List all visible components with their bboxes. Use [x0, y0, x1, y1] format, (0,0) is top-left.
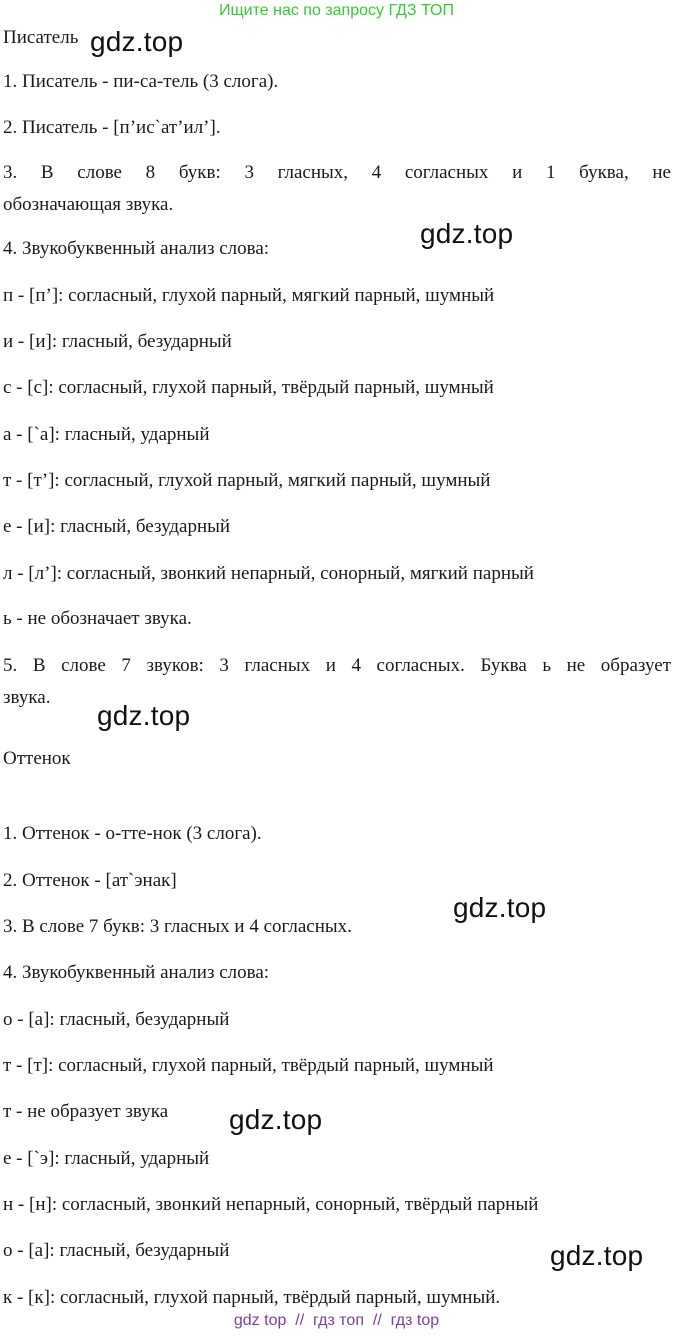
text-line: п - [п’]: согласный, глухой парный, мягкий парный, шумный	[3, 285, 495, 306]
text-line: а - [`а]: гласный, ударный	[3, 424, 210, 445]
text-line: 2. Писатель - [п’ис`ат’ил’].	[3, 117, 221, 138]
footer-links[interactable]: gdz top // гдз топ // гдз top	[233, 1312, 440, 1329]
watermark: gdz.top	[550, 1240, 644, 1271]
text-line: 5. В слове 7 звуков: 3 гласных и 4 согласных. Буква ь не образует	[3, 655, 671, 676]
text-line: с - [с]: согласный, глухой парный, твёрдый парный, шумный	[3, 377, 494, 398]
watermark: gdz.top	[453, 892, 547, 923]
text-line: 4. Звукобуквенный анализ слова:	[3, 238, 270, 259]
text-line: 3. В слове 8 букв: 3 гласных, 4 согласных и 1 буква, не	[3, 162, 671, 183]
text-line: ь - не обозначает звука.	[3, 608, 192, 629]
watermark: gdz.top	[97, 700, 191, 731]
search-banner[interactable]: Ищите нас по запросу ГДЗ ТОП	[219, 2, 454, 19]
text-line: 1. Оттенок - о-тте-нок (3 слога).	[3, 823, 262, 844]
watermark: gdz.top	[420, 218, 514, 249]
text-line: обозначающая звука.	[3, 194, 174, 215]
text-line: л - [л’]: согласный, звонкий непарный, сонорный, мягкий парный	[3, 563, 534, 584]
text-line: и - [и]: гласный, безударный	[3, 331, 232, 352]
text-line: т - не образует звука	[3, 1101, 169, 1122]
text-line: 2. Оттенок - [ат`энак]	[3, 870, 177, 891]
section-title-ottenok: Оттенок	[3, 748, 71, 769]
text-line: к - [к]: согласный, глухой парный, твёрдый парный, шумный.	[3, 1287, 501, 1308]
watermark: gdz.top	[90, 26, 184, 57]
text-line: т - [т’]: согласный, глухой парный, мягкий парный, шумный	[3, 470, 491, 491]
watermark: gdz.top	[229, 1104, 323, 1135]
text-line: о - [а]: гласный, безударный	[3, 1009, 230, 1030]
text-line: 4. Звукобуквенный анализ слова:	[3, 962, 270, 983]
text-line: о - [а]: гласный, безударный	[3, 1240, 230, 1261]
text-line: е - [и]: гласный, безударный	[3, 516, 231, 537]
text-line: 3. В слове 7 букв: 3 гласных и 4 согласных.	[3, 916, 352, 937]
text-line: 1. Писатель - пи-са-тель (3 слога).	[3, 71, 279, 92]
text-line: звука.	[3, 687, 51, 708]
text-line: е - [`э]: гласный, ударный	[3, 1148, 210, 1169]
text-line: т - [т]: согласный, глухой парный, твёрдый парный, шумный	[3, 1055, 494, 1076]
text-line: н - [н]: согласный, звонкий непарный, сонорный, твёрдый парный	[3, 1194, 539, 1215]
section-title-pisatel: Писатель	[3, 27, 79, 48]
